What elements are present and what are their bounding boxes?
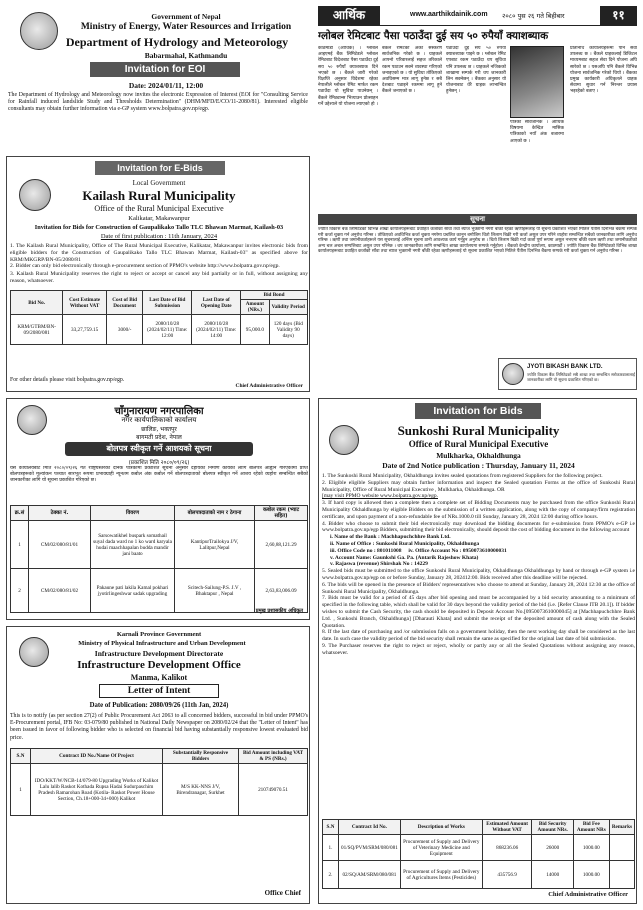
karnali-province: Karnali Province Government: [116, 631, 202, 638]
table-header: S.N: [11, 749, 31, 764]
clause: v. Rajaswa (revenue) Shirshak No : 14229: [330, 561, 428, 568]
intent-table: [10, 505, 308, 613]
table-cell: 210749070.51: [239, 764, 308, 816]
table-cell: 1: [11, 521, 29, 569]
table-cell: CM/02/080/81/02: [29, 569, 91, 613]
table-cell: [609, 835, 634, 861]
kailash-office: Office of the Rural Municipal Executive: [94, 204, 224, 213]
table-row: [11, 569, 308, 613]
table-cell: Pakaune pati lakila Kamal pokhari jyotirlingeshwar sadak upgrading: [91, 569, 175, 613]
clause: 5. Sealed bids must be submitted to the office Sunkoshi Rural Municipality, Okhaldhunga Okhaldhunga by hand or through e-GP system i.e www.bolpatra.gov.np/egp on or before Sunday, January 28, 202412:00. Bids received after this deadline will be rejected.: [322, 568, 635, 581]
table-row: [11, 521, 308, 569]
table-cell: [609, 861, 634, 889]
news-column-4: पत्रिका सार्वजनिक । आर्थिक विषयमा केन्द्रित मासिक पत्रिकाको नयाँ अंक बजारमा आएको छ ।: [510, 120, 564, 144]
kailash-place: Kalikatar, Makawanpur: [128, 215, 190, 222]
table-header: Validity Period: [269, 300, 307, 315]
table-header: Remarks: [609, 820, 634, 835]
municipality-state: बागमती प्रदेश, नेपाल: [136, 434, 182, 441]
karnali-signature: Office Chief: [264, 889, 301, 897]
clause: 9. The Purchaser reserves the right to reject or reject, wholly or partly any or all the Sealed Quotations without assigning any reason, whatsoever.: [322, 642, 635, 656]
kailash-title: Invitation for Bids for Construction of Gaupalikako Tallo TLC Bhawan Marmat, Kailash-03: [34, 224, 284, 231]
karnali-band: Letter of Intent: [99, 684, 219, 698]
table-cell: 02/SQ/AM/SRM/080/081: [339, 861, 401, 889]
intent-signature: प्रमुख प्रशासकीय अधिकृत: [255, 608, 303, 614]
eoi-address: Babarmahal, Kathmandu: [144, 51, 228, 60]
table-cell: 01/SQ/PVM/SRM/080/081: [339, 835, 401, 861]
table-header: Contract Id No.: [339, 820, 401, 835]
news-column-3: पठाउँदा दुई सय ५० रुपैयाँ क्याशब्याक पाइने छ । ग्लोबल रेमिट एपबाट रकम पठाउँदा थप सुविधा पनि उपलब्ध छ । ग्राहकले नजिकको शाखामा सम्पर्क गरी थप जानकारी लिन सक्नेछन् । बैंकका अनुसार यो योजनाबाट धेरै ग्राहक लाभान्वित हुनेछन् ।: [446, 46, 506, 95]
notice-heading: सूचना: [318, 214, 637, 225]
kailash-signature: Chief Administrative Officer: [235, 383, 303, 389]
eoi-gov: Government of Nepal: [151, 12, 221, 21]
eoi-body: The Department of Hydrology and Meteorology now invites the electronic Expression of Interest (EOI for "Consulting Service for Rainfall induced landslide Study and Thresholds Determination" (DHM/MFD/E/CO/11-2080/81). Interested eligible consultants may obtain further information via e-GP system www.bolpatra.gov.np/egp.: [8, 92, 308, 113]
kailash-footer: For other details please visit bolpatra.gov.np/egp.: [10, 377, 125, 383]
eoi-date: Date: 2024/01/11, 12:00: [128, 81, 204, 90]
table-header: बोलपत्रदाताको नाम र ठेगाना: [175, 506, 255, 521]
sunkoshi-office: Office of Rural Municipal Executive: [408, 439, 549, 449]
clause: 3. If hard copy is allowed then a complete then a complete set of Bidding Documents may be purchased from the office Sunkoshi Rural Municipality Okhaldhunga by eligible Bidders on the submission of a written application, along with the copy of company/firm registration certificate, and upon payment of a non-refundable fee of NRs.1000.0 till Sunday, January 28, 2024 12:00 during office hours.: [322, 500, 635, 520]
table-header: Bid No.: [11, 291, 63, 315]
table-header: Bid Security Amount NRs.: [532, 820, 573, 835]
clause: v. Account Name: Gaunkshi Ga. Pa. (Antarik Rajeshow Khata): [330, 554, 479, 561]
eoi-ministry: Ministry of Energy, Water Resources and Irrigation: [80, 22, 292, 32]
sunkoshi-date: Date of 2nd Notice publication : Thursday, January 11, 2024: [382, 461, 575, 470]
eoi-dept: Department of Hydrology and Meteorology: [65, 35, 289, 49]
table-cell: 2,60,88,121.29: [255, 521, 308, 569]
municipality-name: चाँगुनारायण नगरपालिका: [114, 406, 204, 417]
clause: 2. Eligible eligible Suppliers may obtain further information and inspect the Sealed quotation Forms at the office of Sunkoshi Rural Municipality, Office of Rural Municipal Executive , Mulkharka, Okhaldhunga. OR: [322, 479, 635, 493]
news-headline: ग्लोबल रेमिटबाट पैसा पठाउँदा दुई सय ५० रुपैयाँ क्याशब्याक: [318, 30, 549, 42]
table-cell: Scitech-Sailung-P.S. J.V , Bhaktapur , Nepal: [175, 569, 255, 613]
bank-name: JYOTI BIKASH BANK LTD.: [527, 364, 603, 370]
table-cell: 868236.06: [482, 835, 532, 861]
karnali-place: Manma, Kalikot: [130, 673, 188, 682]
table-cell: Procurement of Supply and Delivery of Veterinary Medicine and Equipment: [400, 835, 482, 861]
table-cell: 1000.00: [573, 861, 609, 889]
karnali-ministry: Ministry of Physical Infrastructure and Urban Development: [78, 640, 246, 647]
kailash-para-1: 1. The Kailash Rural Municipality, Office of The Rural Municipal Executive, Kalikatar, Makawanpur invites electronic bids from eligible bidders for the Construction of Gaupalikako Tallo TLC Bhawan Marmat, Kailash-03" as specified above for KRM/MKGRP/BN-05/2080/81: [10, 243, 308, 263]
table-header: कबोल रकम (भ्याट सहित): [255, 506, 308, 521]
municipality-place: छालिङ, भक्तपुर: [141, 426, 177, 433]
kailash-band: Invitation for E-Bids: [95, 161, 225, 175]
karnali-office-name: Infrastructure Development Office: [77, 659, 241, 671]
table-cell: 1.: [323, 835, 339, 861]
table-header: Estimated Amount Without VAT: [482, 820, 532, 835]
karnali-body: This is to notify (as per section 27(2) of Public Procurement Act 2063 to all concerned bidders, successful in bid under PPMO's E-Procurement portal, IFB No: 03-079/80 published in National Daily Newspaper on 2080/02/24 that the "Letter of Intent" has been issued in favor of following bidder who is selected on financial bid having substantially responsive lowest evaluated bid price.: [10, 713, 308, 741]
table-header: Substantially Responsive Bidders: [163, 749, 239, 764]
table-header: Bid Fee Amount NRs: [573, 820, 609, 835]
table-header: Cost Estimate Without VAT: [63, 291, 107, 315]
table-row: [11, 315, 308, 345]
news-column-5: प्रतिनिधि कार्यालयहरूमा पनि सेवा उपलब्ध छ । बैंकले ग्राहकलाई डिजिटल माध्यमबाट सहज सेवा दिने योजना अघि सारेको छ । यसअघि पनि बैंकले विभिन्न योजना सार्वजनिक गरेको थियो । बैंकका प्रमुख कार्यकारी अधिकृतले ग्राहक सेवामा सुधार गर्न निरन्तर प्रयास भइरहेको बताए ।: [570, 46, 637, 95]
kailash-para-3: 3. Kailash Rural Municipality reserves the right to reject or accept or cancel any bid partially or in full, without assigning any reason, whatsoever.: [10, 271, 308, 284]
table-cell: Sarsowatikhel buspark somathail suyal dada ward no 1 ko ward karyala hudai maachhapalan budda mandir jani baato: [91, 521, 175, 569]
table-row: [323, 861, 635, 889]
table-cell: 3000/-: [106, 315, 142, 345]
table-cell: 14000: [532, 861, 573, 889]
karnali-notice: [6, 626, 310, 904]
table-cell: 2.: [323, 861, 339, 889]
news-site: www.aarthikdainik.com: [410, 11, 488, 18]
municipality-office: नगर कार्यपालिकाको कार्यालय: [121, 416, 197, 424]
clause: ii. Name of Office : Sunkoshi Rural Municipality, Okhaldhunga: [330, 540, 480, 547]
table-row: [323, 835, 635, 861]
kailash-para-2: 2. Bidder can only bid electronically through e-procurement section of PPMO's website http://www.bolpatra.gov.np/egp.: [10, 263, 280, 269]
table-cell: 1000.00: [573, 835, 609, 861]
table-cell: IDO/KKT/W/NCB-14/079-80 Upgrading Works of Kalikot Lalu lalib Raskot Kothada Rupsa Hadai Sudurpaschim Pradesh Ramarohan Road (Kotila- Raskot Power House Section, Ch.18+000-34+000) Kalikot: [31, 764, 163, 816]
kailash-pub-date: Date of first publication : 11th January, 2024: [100, 233, 218, 240]
sunkoshi-clauses: [322, 473, 635, 657]
table-row: [11, 764, 308, 816]
clause: iii. Office Code no : 801011008 iv. Office Account No : 0950073610000031: [330, 547, 507, 554]
eoi-band: Invitation for EOI: [90, 62, 240, 77]
table-cell: 2,63,83,006.09: [255, 569, 308, 613]
intent-body: यस कार्यालयबाट मिति २०८०/०९/२६ गते राष्ट्रियस्तरको दैनिक पत्रिकामा प्रकाशित सूचना अनुसार देहायका निर्माण कार्यका लागि बोलपत्र आह्वान गरिएकोमा प्राप्त बोलपत्रहरूको मूल्यांकन पश्चात सारभूत रूपमा प्रभावग्राही न्यूनतम कबोल अंक कबोल गर्ने बोलपत्रदाताको बोलपत्र स्वीकृत गर्ने आशय रहेको व्यहोरा सम्बन्धित सबैको जानकारीका लागि यो सूचना प्रकाशित गरिएको छ।: [10, 466, 308, 484]
clause: 7. Bids must be valid for a period of 45 days after bid opening and must be accompanied by a bid security amounting to a minimum of specified in the following table, which shall be valid for 30 days beyond the validity period of the bid (i.e. [Refer Clause ITB 20.1]). If bidder wishes to submit the Cash Security, the cash should be deposited in Deposit Account No.[0950073610000045] at [Machhapuchchhre Bank Ltd. , Sunkoshi Branch, Okhaldhunga] [Dharauti Khata] and submit the receipt of the deposited amount of cash along with the Sealed Quotation.: [322, 595, 635, 629]
table-header: Last Date of Bid Submission: [143, 291, 192, 315]
table-cell: 33,27,759.15: [63, 315, 107, 345]
intent-band: बोलपत्र स्वीकृत गर्ने आशयको सूचना: [65, 442, 253, 456]
table-header: Description of Works: [400, 820, 482, 835]
karnali-pub-date: Date of Publication: 2080/09/26 (11th Jan, 2024): [89, 702, 229, 709]
clause: [may visit PPMO website www.bolpatra.gov.np/egp.: [322, 493, 438, 500]
karnali-table: [10, 748, 308, 816]
clause: 1. The Sunkoshi Rural Municipality, Okhaldhunga invites sealed quotations from registered Suppliers for the following project.: [322, 473, 603, 479]
table-cell: 2080/10/28 (2024/02/11) Time: 14:00: [192, 315, 241, 345]
aarthik-news: [318, 6, 637, 394]
intent-date: (प्रकाशित मिति २०८०/०९/२६): [128, 460, 190, 466]
sunkoshi-name: Sunkoshi Rural Municipality: [397, 423, 560, 438]
table-header: विवरण: [91, 506, 175, 521]
table-cell: 26000: [532, 835, 573, 861]
table-cell: CM/02/080/81/01: [29, 521, 91, 569]
table-header: Cost of Bid Document: [106, 291, 142, 315]
news-column-2: बैंकले रेमिटको अर्को संस्करण सार्वजनिक गरेको छ । ग्राहकले आफ्नो परिवारलाई सहज तरिकाले रकम पठाउन सक्ने व्यवस्था गरिएको जनाइएको छ । यो सुविधा तोकिएको अवधिसम्म मात्र लागू हुनेछ र सबै देशबाट पठाइने रकममा लागू हुने बैंकले जनाएको छ ।: [382, 46, 442, 95]
kailash-notice: [6, 156, 310, 392]
table-header: Bid Bond: [241, 291, 308, 300]
sunkoshi-signature: Chief Administrative Officer: [548, 891, 628, 898]
news-column-1: काठमाडौं (आर्थिक) । ग्लोबल आइएमई बैंक लिमिटेडले ग्लोबल रेमिटबाट विदेशबाट पैसा पठाउँदा दुई सय ५० रुपैयाँ क्याशब्याक दिने भएको छ । बैंकले जारी गरेको विज्ञप्ति अनुसार विदेशमा रहेका नेपालीले ग्लोबल रेमिट मार्फत रकम पठाउँदा यो सुविधा पाउनेछन् । बैंकले रेमिट्यान्स भित्र्याउन प्रोत्साहन गर्ने उद्देश्यले यो योजना ल्याएको हो ।: [318, 46, 378, 107]
clause: 8. If the last date of purchasing and /or submission falls on a government holiday, then the next working day shall be considered as the last date. In such case the validity period of the bid security shall remain the same as specified for the original last date of bid submission.: [322, 629, 635, 643]
kailash-bid-table: [10, 290, 308, 345]
table-cell: 1: [11, 764, 31, 816]
nepal-emblem-icon: [17, 405, 47, 435]
table-header: Contract ID No./Name Of Project: [31, 749, 163, 764]
table-header: S.N: [323, 820, 339, 835]
table-cell: 120 days (Bid Validity 90 days): [269, 315, 307, 345]
table-header: क्र.सं: [11, 506, 29, 521]
table-header: Amount (NRs.): [241, 300, 269, 315]
magazine-cover-image: [510, 46, 564, 118]
sunkoshi-band: Invitation for Bids: [415, 403, 541, 419]
bank-logo-panel: [498, 358, 637, 390]
news-page-number: ११: [600, 6, 637, 25]
changunarayan-notice: [6, 398, 310, 620]
table-cell: KantipurTrailokya J/V, Lalitpur,Nepal: [175, 521, 255, 569]
sunkoshi-place: Mulkharka, Okhaldhunga: [436, 451, 521, 460]
sunkoshi-notice: [318, 398, 637, 904]
kailash-name: Kailash Rural Municipality: [82, 188, 236, 203]
news-header: [318, 6, 637, 26]
aarthik-logo: आर्थिक: [318, 6, 380, 25]
eoi-notice: [6, 6, 310, 152]
bank-logo-icon: [502, 363, 524, 385]
table-header: Last Date of Opening Date: [192, 291, 241, 315]
table-cell: Procurement of Supply and Delivery of Agricultures Items (Pesticides): [400, 861, 482, 889]
table-header: ठेक्का नं.: [29, 506, 91, 521]
table-cell: 95,000.0: [241, 315, 269, 345]
kailash-local: Local Government: [132, 179, 186, 187]
clause: i. Name of the Bank : Machhapuchchhre Bank Ltd.: [330, 534, 451, 541]
table-cell: 2: [11, 569, 29, 613]
table-cell: 2080/10/28 (2024/02/11) Time: 12:00: [143, 315, 192, 345]
table-cell: M/S KK-NNS J/V, Birendranagar, Surkhet: [163, 764, 239, 816]
table-cell: KRM/GTBM/BN-09/2080/081: [11, 315, 63, 345]
bank-notice-text: ज्योति विकास बैंक लिमिटेडको सबै शाखा तथा सम्बन्धित सरोकारवालालाई जानकारीका लागि यो सूचना प्रकाशित गरिएको छ।: [527, 372, 635, 382]
clause: 4. Bidder who choose to submit their bid electronically may download the bidding documents for e-submission from PPMO's e-GP i.e www.bolpatra.gov.np/egp Bidders, submitting their bid electronically, should deposit the cost of bidding document in the following account: [322, 520, 635, 534]
clause: 6. The bids will be opened in the presence of Bidders' representatives who choose to attend at Sunday, January 28, 2024 12:30 at the office of Sunkoshi Rural Municipality, Okhaldhunga.: [322, 581, 635, 595]
karnali-directorate: Infrastructure Development Directorate: [94, 649, 224, 658]
table-header: Bid Amount including VAT & PS (NRs.): [239, 749, 308, 764]
sunkoshi-table: [322, 819, 635, 889]
news-date: २०८० पुस २६ गते बिहीबार: [502, 12, 565, 20]
table-cell: 435756.9: [482, 861, 532, 889]
notice-body: ज्योति विकास बैंक लिमिटेडको विभिन्न शाखा कार्यालयहरूबाट प्रवाहित कर्जाको साँवा तथा ब्याज भुक्तानी नगरी बाँकी रहेका ऋणीहरूलाई यो सूचना प्रकाशित भएको मितिले पैंतीस दिनभित्र बैंकमा सम्पर्क गरी कर्जा चुक्ता गर्न अनुरोध गरिन्छ । तोकिएको अवधिभित्र कर्जा चुक्ता नगरेमा प्रचलित कानून बमोजिम धितो लिलाम बिक्री गरी कर्जा असुल उपर गरिने व्यहोरा सम्बन्धित सबैको जानकारीका लागि अनुरोध गरिन्छ । ऋणी तथा जमानीकर्ताहरूले यस सूचनालाई अन्तिम सूचना ठानी आवश्यक कार्य गर्नुहुन अनुरोध छ । धितो लिलाम बिक्री गर्दा कर्जा पूर्ण रूपमा असुल नभएमा बाँकी रकम ऋणी तथा जमानीकर्ताको अन्य चल अचल सम्पत्तिबाट असुल उपर गरिनेछ । थप जानकारीका लागि सम्बन्धित शाखा कार्यालयमा सम्पर्क गर्नुहोला । बैंकको केन्द्रीय कार्यालय, काठमाडौं । ज्योति विकास बैंक लिमिटेडको विभिन्न शाखा कार्यालयहरूबाट प्रवाहित कर्जाको साँवा तथा ब्याज भुक्तानी नगरी बाँकी रहेका ऋणीहरूलाई यो सूचना प्रकाशित भएको मितिले पैंतीस दिनभित्र बैंकमा सम्पर्क गरी कर्जा चुक्ता गर्न अनुरोध गरिन्छ ।: [318, 227, 637, 255]
